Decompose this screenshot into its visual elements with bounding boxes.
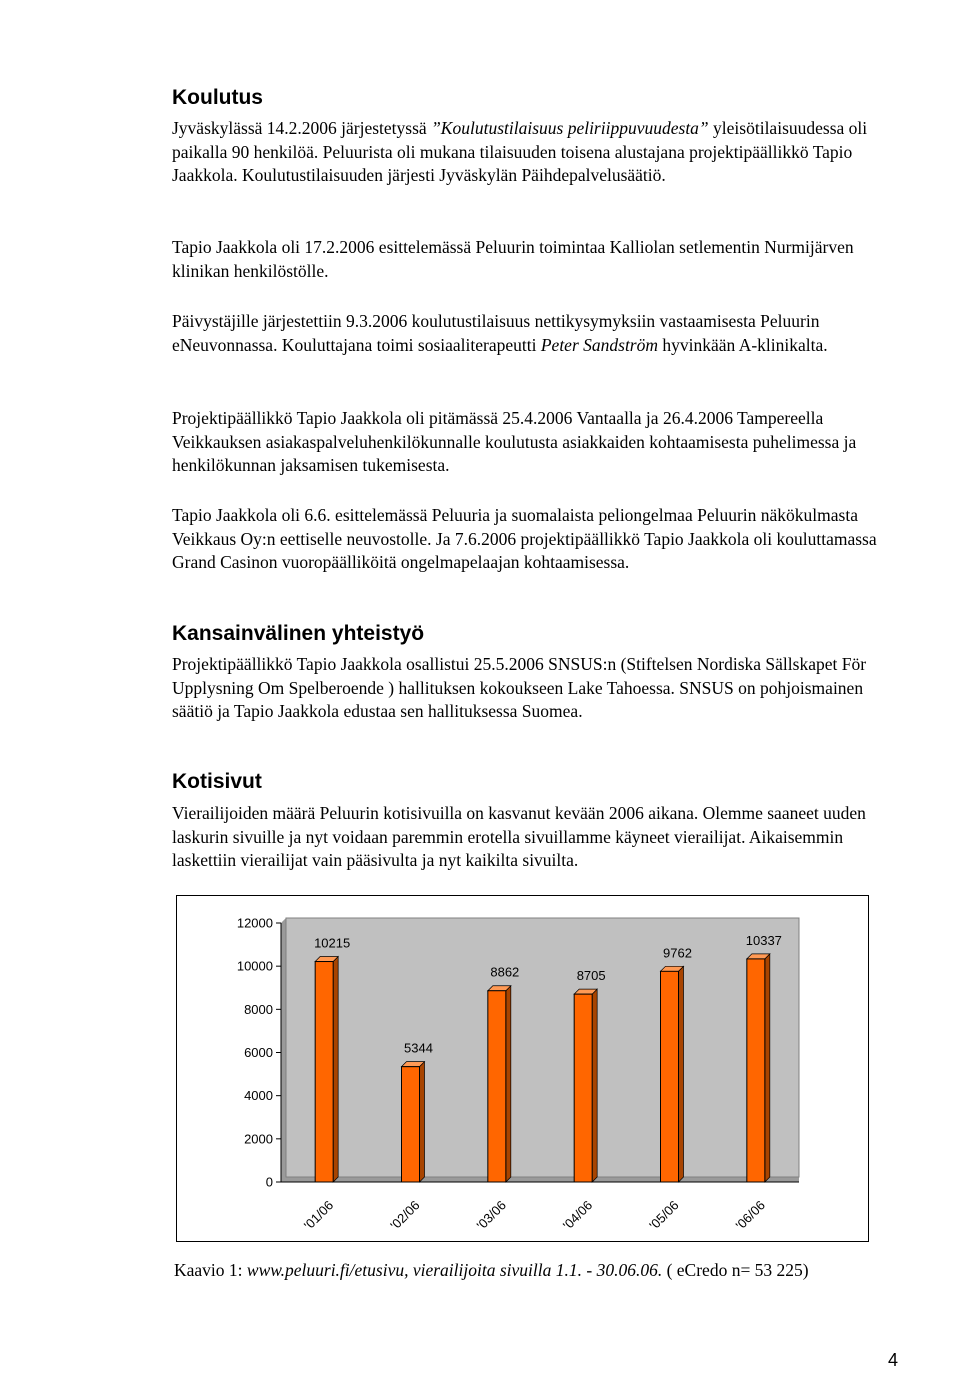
data-label: 9762	[663, 945, 692, 961]
bar	[315, 962, 333, 1182]
chart-frame	[176, 895, 869, 1242]
y-tick-label: 0	[265, 1174, 273, 1190]
bar-side	[765, 954, 770, 1182]
heading-kotisivut: Kotisivut	[172, 770, 262, 793]
y-tick-label: 2000	[244, 1131, 273, 1147]
caption-label: Kaavio 1:	[174, 1260, 247, 1280]
data-label: 8705	[576, 968, 606, 984]
paragraph-koulutus-3	[172, 310, 900, 357]
paragraph-koulutus-4: Projektipäällikkö Tapio Jaakkola oli pitämässä 25.4.2006 Vantaalla ja 26.4.2006 Tampereella Veikkauksen asiakaspalveluhenkilökunnalle koulutusta asiakkaiden kohtaamisesta puhelimessa ja henkilökunnan jaksamisen tukemisesta.	[172, 408, 857, 476]
heading-kansainvalinen: Kansainvälinen yhteistyö	[172, 622, 425, 645]
x-tick-label: '04/06	[559, 1197, 596, 1233]
bar-side	[506, 986, 511, 1182]
bar	[402, 1067, 420, 1182]
x-tick-label: '01/06	[300, 1197, 337, 1233]
text-run: hyvinkään A-klinikalta.	[658, 334, 828, 355]
paragraph-kansainvalinen-1: Projektipäällikkö Tapio Jaakkola osallistui 25.5.2006 SNSUS:n (Stiftelsen Nordiska Sällskapet För Upplysning Om Spelberoende ) hallituksen kokoukseen Lake Tahoessa. SNSUS on pohjoismainen säätiö ja Tapio Jaakkola edustaa sen hallituksessa Suomea.	[172, 654, 867, 722]
bar	[488, 991, 506, 1182]
caption-source: www.peluuri.fi/etusivu, vierailijoita sivuilla 1.1. - 30.06.06.	[246, 1260, 663, 1280]
bar	[574, 994, 592, 1182]
bar-side	[420, 1062, 425, 1182]
x-tick-label: '03/06	[473, 1197, 509, 1233]
paragraph-koulutus-1	[172, 117, 900, 188]
data-label: 5344	[404, 1040, 433, 1056]
y-tick-label: 6000	[244, 1045, 273, 1060]
paragraph-koulutus-2: Tapio Jaakkola oli 17.2.2006 esittelemässä Peluurin toimintaa Kalliolan setlementin Nurmijärven klinikan henkilöstölle.	[172, 237, 854, 281]
paragraph-koulutus-5: Tapio Jaakkola oli 6.6. esittelemässä Peluuria ja suomalaista peliongelmaa Peluurin näkökulmasta Veikkaus Oy:n eettiselle neuvostolle. Ja 7.6.2006 projektipäällikkö Tapio Jaakkola oli kouluttamassa Grand Casinon vuoropäälliköitä ongelmapelaajan kohtaamisessa.	[172, 505, 877, 573]
y-tick-label: 8000	[244, 1001, 273, 1017]
heading-koulutus: Koulutus	[172, 86, 263, 109]
italic-title: ”Koulutustilaisuus peliriippuvuudesta”	[431, 118, 709, 138]
caption-note: ( eCredo n= 53 225)	[662, 1260, 809, 1280]
bar	[747, 959, 765, 1182]
page-number: 4	[888, 1350, 899, 1370]
bar-side	[333, 957, 338, 1182]
bar	[661, 971, 679, 1182]
y-tick-label: 10000	[236, 958, 273, 974]
data-label: 8862	[490, 964, 520, 980]
y-tick-label: 4000	[244, 1088, 273, 1104]
plot-back-wall	[281, 918, 799, 1177]
bar-side	[679, 966, 684, 1182]
figure-caption	[174, 1260, 809, 1281]
x-tick-label: '02/06	[387, 1197, 423, 1233]
x-tick-label: '06/06	[732, 1197, 768, 1233]
bar-side	[592, 989, 597, 1182]
visitors-bar-chart	[177, 896, 870, 1243]
text-run: Päivystäjille järjestettiin 9.3.2006 koulutustilaisuus nettikysymyksiin vastaamisesta Peluurin eNeuvonnassa. Kouluttajana toimi sosiaaliterapeutti	[172, 311, 820, 355]
italic-name: Peter Sandström	[540, 334, 659, 355]
y-tick-label: 12000	[236, 915, 273, 931]
text-run: Jyväskylässä 14.2.2006 järjestetyssä	[172, 118, 432, 138]
paragraph-kotisivut-1: Vierailijoiden määrä Peluurin kotisivuilla on kasvanut kevään 2006 aikana. Olemme saaneet uuden laskurin sivuille ja nyt voidaan paremmin erotella sivuillamme käyneet vierailijat. Aikaisemmin laskettiin vierailijat vain pääsivulta ja nyt kaikilta sivuilta.	[172, 803, 866, 871]
data-label: 10215	[314, 935, 351, 951]
data-label: 10337	[745, 932, 782, 948]
text-run: yleisötilaisuudessa oli paikalla 90 henkilöä. Peluurista oli mukana tilaisuuden toisena alustajana projektipäällikkö Tapio Jaakkola. Koulutustilaisuuden järjesti Jyväskylän Päihdepalvelusäätiö.	[172, 118, 868, 186]
x-tick-label: '05/06	[646, 1197, 682, 1233]
